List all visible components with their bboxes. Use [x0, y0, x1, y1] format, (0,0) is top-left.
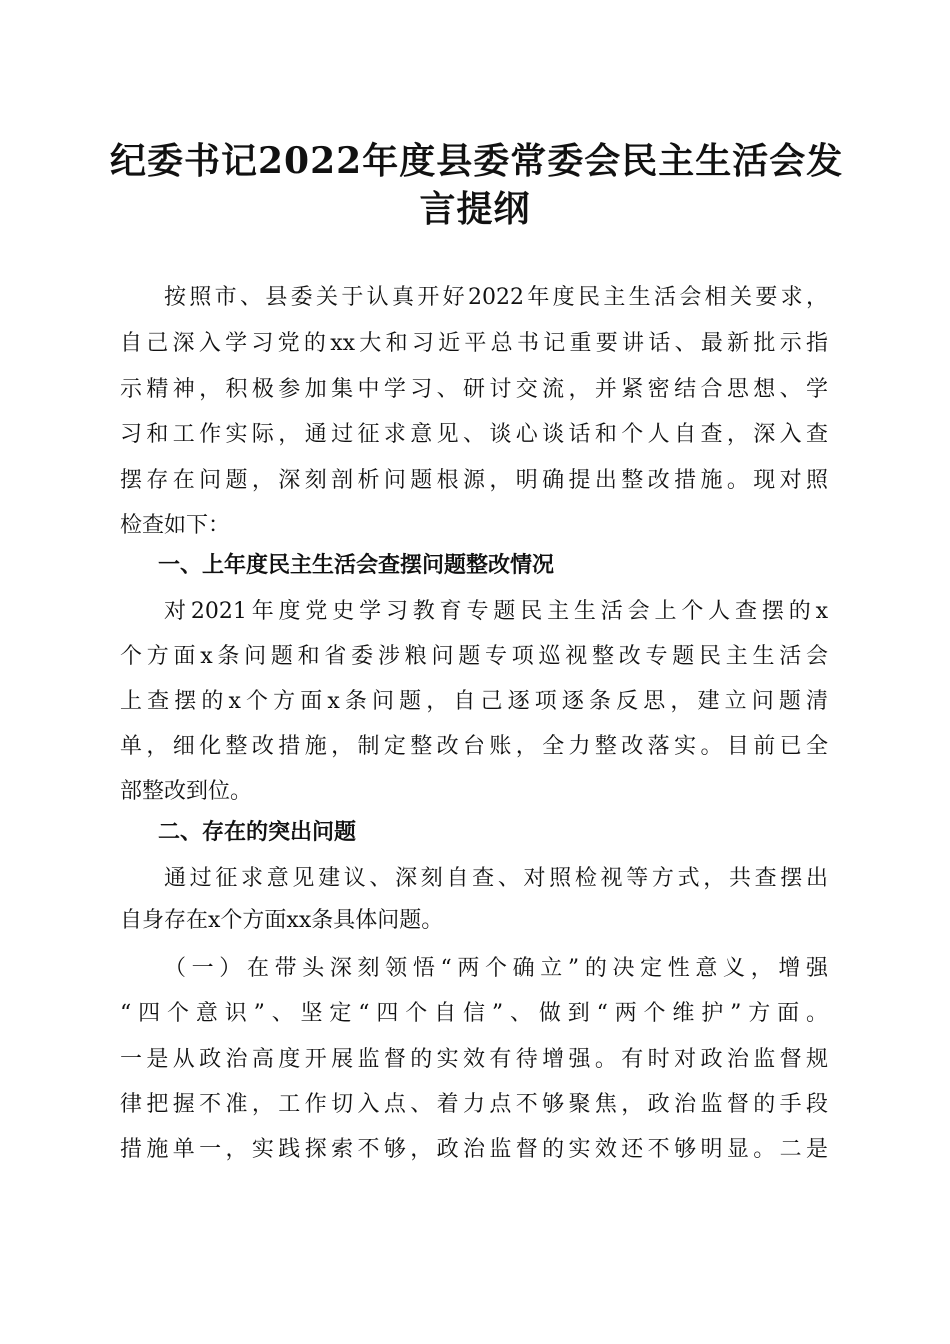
- intro-line-6: 检查如下：: [120, 513, 231, 538]
- subsection-1-line-3: 一是从政治高度开展监督的实效有待增强。有时对政治监督规: [120, 1047, 828, 1072]
- section-1-heading: 一、上年度民主生活会查摆问题整改情况: [158, 553, 555, 578]
- intro-line-5: 摆存在问题，深刻剖析问题根源，明确提出整改措施。现对照: [120, 468, 828, 493]
- document-title-line-2: 言提纲: [419, 188, 531, 230]
- subsection-1-line-1: （一）在带头深刻领悟“两个确立”的决定性意义，增强: [164, 956, 828, 981]
- subsection-1-line-2: “四个意识”、坚定“四个自信”、做到“两个维护”方面。: [120, 1001, 828, 1026]
- section-2-line-1: 通过征求意见建议、深刻自查、对照检视等方式，共查摆出: [164, 866, 828, 891]
- intro-line-1: 按照市、县委关于认真开好2022年度民主生活会相关要求，: [164, 285, 828, 310]
- section-1-line-1: 对2021年度党史学习教育专题民主生活会上个人查摆的x: [164, 599, 828, 624]
- intro-line-2: 自己深入学习党的xx大和习近平总书记重要讲话、最新批示指: [120, 331, 828, 356]
- subsection-1-line-5: 措施单一，实践探索不够，政治监督的实效还不够明显。二是: [120, 1137, 828, 1162]
- section-1-line-5: 部整改到位。: [120, 779, 253, 804]
- section-1-line-4: 单，细化整改措施，制定整改台账，全力整改落实。目前已全: [120, 734, 828, 759]
- intro-line-3: 示精神，积极参加集中学习、研讨交流，并紧密结合思想、学: [120, 377, 828, 402]
- section-2-heading: 二、存在的突出问题: [158, 820, 357, 845]
- section-1-line-2: 个方面x条问题和省委涉粮问题专项巡视整改专题民主生活会: [120, 644, 828, 669]
- intro-line-4: 习和工作实际，通过征求意见、谈心谈话和个人自查，深入查: [120, 422, 828, 447]
- subsection-1-line-4: 律把握不准，工作切入点、着力点不够聚焦，政治监督的手段: [120, 1092, 828, 1117]
- section-2-line-2: 自身存在x个方面xx条具体问题。: [120, 908, 444, 933]
- section-1-line-3: 上查摆的x个方面x条问题，自己逐项逐条反思，建立问题清: [120, 689, 828, 714]
- document-title-line-1: 纪委书记2022年度县委常委会民主生活会发: [110, 140, 844, 182]
